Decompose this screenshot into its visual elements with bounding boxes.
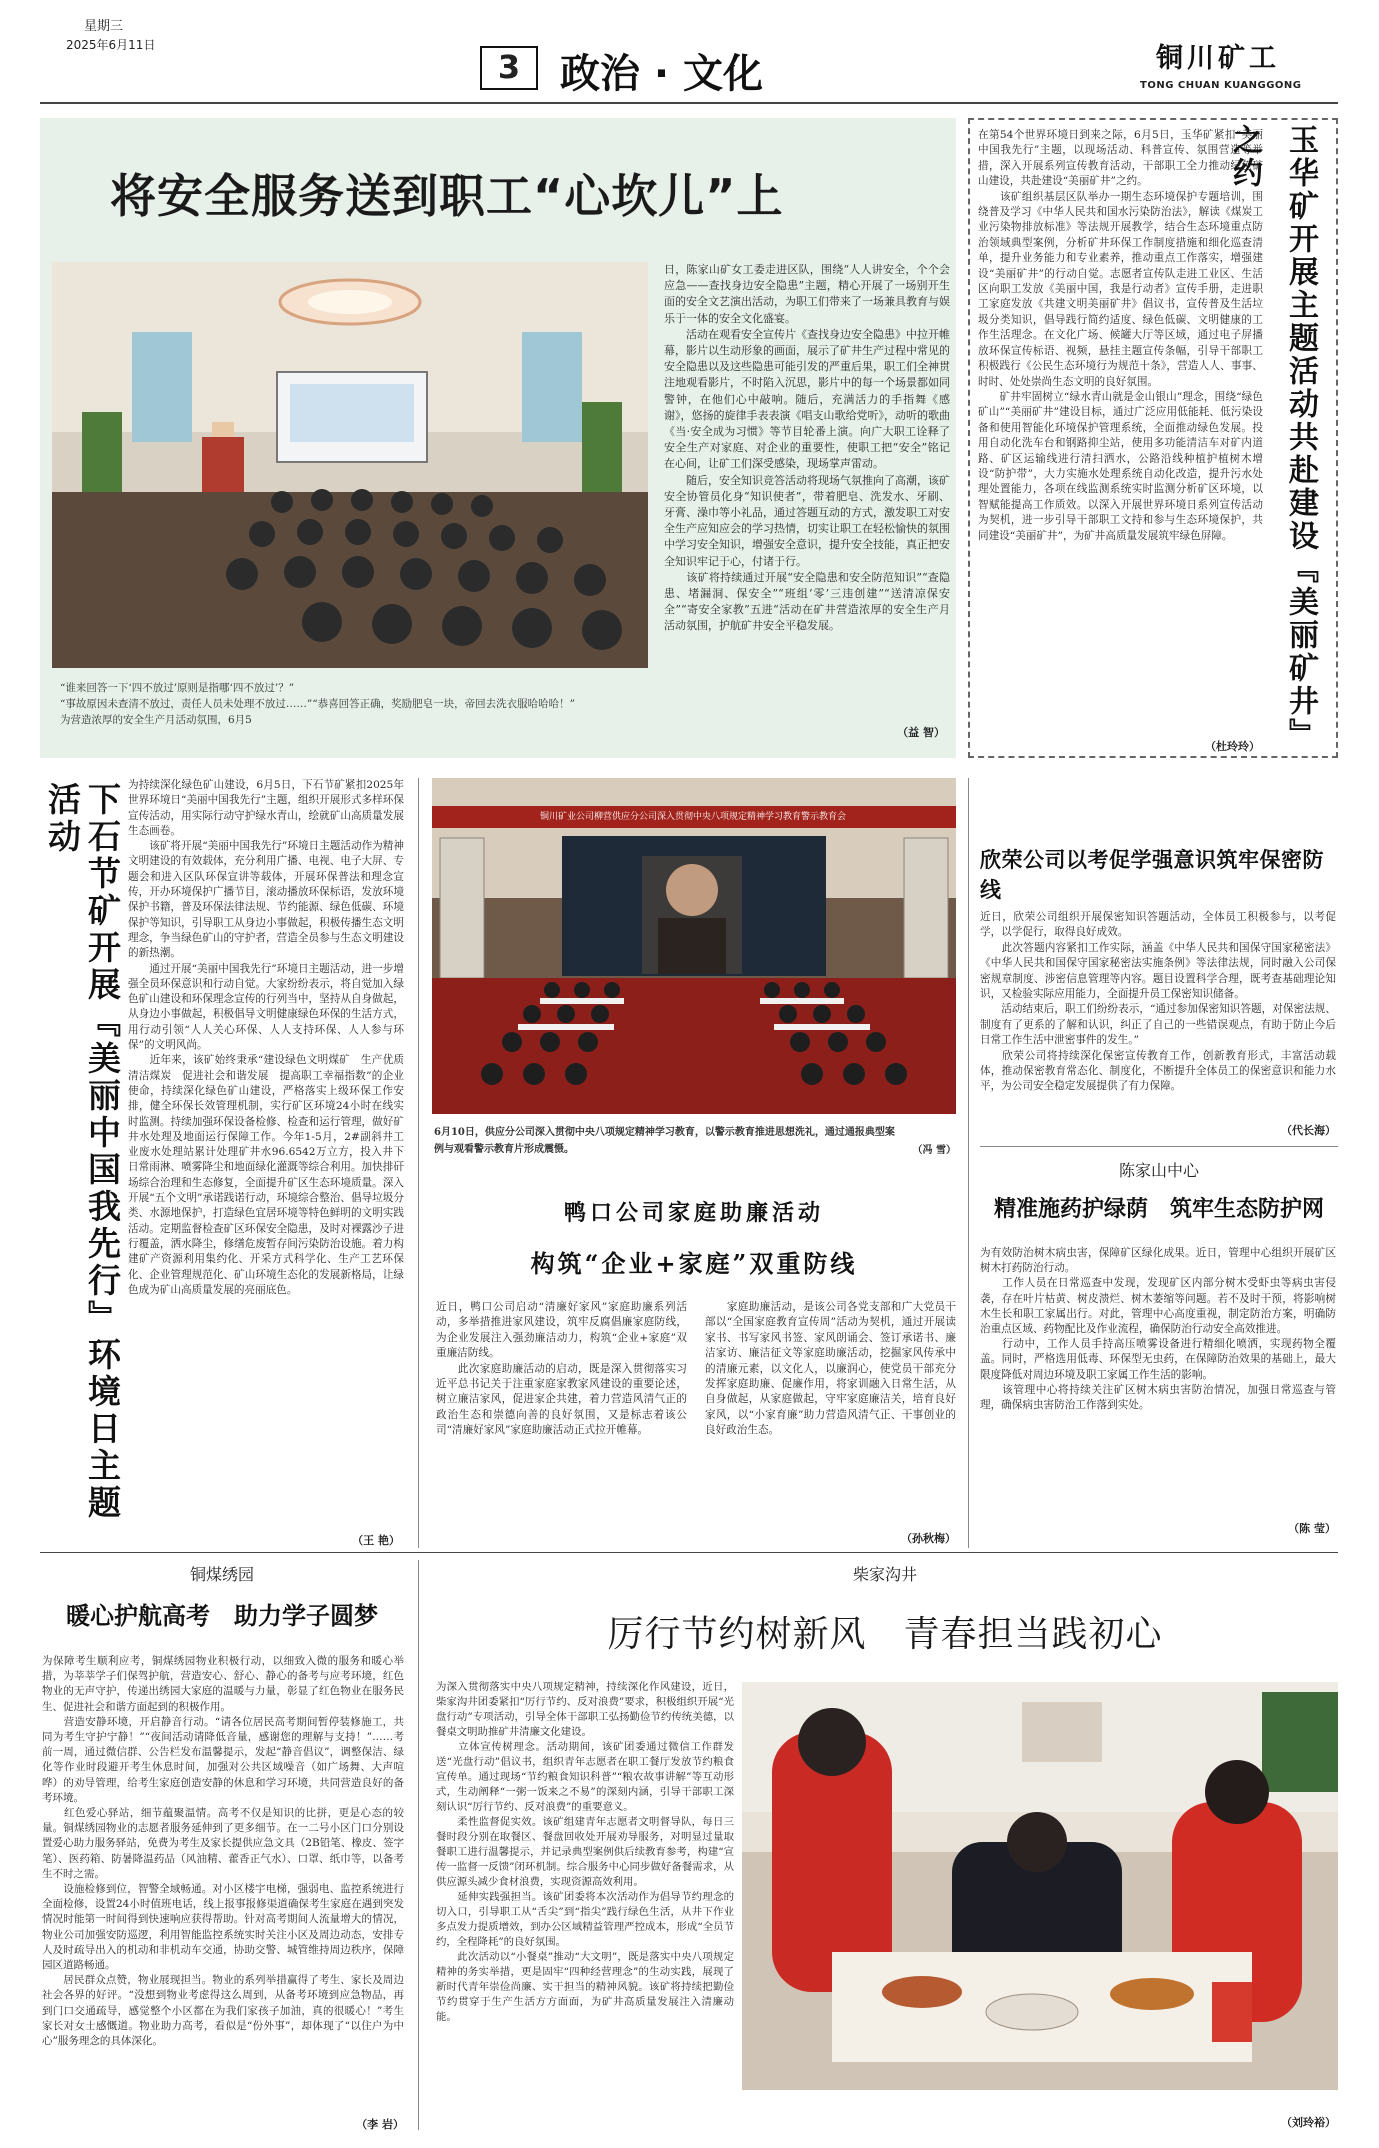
- article-tongmei-unit: 铜煤绣园: [189, 1565, 254, 1584]
- article-chaijiagou-body: 为深入贯彻落实中央八项规定精神，持续深化作风建设，近日，柴家沟井团委紧扣“厉行节约、反对浪费”要求，积极组织开展“光盘行动”专项活动，引导全体干部职工弘扬勤俭节约传统美德，以餐桌文明助推矿井清廉文化建设。 立体宣传树理念。活动期间，该矿团委通过微信工作群发送“光盘行动”倡议书，组织青年志愿者在职工餐厅发放节约粮食宣传单。通过现场“节约粮食知识科普”“粮农故事讲解”等互动形式，生动阐释“一粥一饭来之不易”的深刻内涵，引导干部职工深刻认识“厉行节约、反对浪费”的重要意义。 柔性监督促实效。该矿组建青年志愿者文明督导队，每日三餐时段分别在取餐区、餐盘回收处开展劝导服务，对明显过量取餐职工进行温馨提示，并记录典型案例供后续教育参考，构建“宣传一监督一反馈”闭环机制。综合服务中心同步做好备餐需求，从供应源头减少食材浪费，实现资源高效利用。 延伸实践强担当。该矿团委将本次活动作为倡导节约理念的切入口，引导职工从“舌尖”到“指尖”践行绿色生活，从井下作业多点发力提质增效，到办公区域精益管理严控成本，形成“全员节约，全程降耗”的良好氛围。 此次活动以“小餐桌”推动“大文明”，既是落实中央八项规定精神的务实举措，更是固牢“四种经营理念”的生动实践，展现了新时代青年崇俭尚廉、实干担当的精神风貌。该矿将持续把勤俭节约贯穿于生产生活方方面面，为矿井高质量发展注入清廉动能。: [436, 1681, 734, 2023]
- paper-pinyin: TONG CHUAN KUANGGONG: [1140, 80, 1302, 91]
- article-xiashijie-body: 为持续深化绿色矿山建设，6月5日，下石节矿紧扣2025年世界环境日“美丽中国我先行”主题，组织开展形式多样环保宣传活动，用实际行动守护绿水青山，绘就矿山高质量发展生态画卷。 该矿将开展“美丽中国我先行”环境日主题活动作为精神文明建设的有效载体，充分利用广播、电视、电子大屏、专题会和进入区队环保宣讲等载体，开展环保普法和理念宣传，开办环境保护广播节目，滚动播放环保标语，发放环境保护书籍，普及环保法律法规、节约能源、绿色低碳、环境保护等知识，引导职工从身边小事做起，积极传播生态文明理念，争当绿色矿山的守护者，营造全员参与生态文明建设的新热潮。 通过开展“美丽中国我先行”环境日主题活动，进一步增强全员环保意识和行动自觉。大家纷纷表示，将自觉加入绿色矿山建设和环保理念宣传的行列当中，坚持从自身做起，从身边小事做起，积极倡导文明健康绿色环保的生活方式，用行动引领“人人关心环保、人人支持环保、人人参与环保”的文明风尚。 近年来，该矿始终秉承“建设绿色文明煤矿 生产优质清洁煤炭 促进社会和谐发展 提高职工幸福指数”的企业使命，持续深化绿色矿山建设，严格落实上级环保工作安排，健全环保长效管理机制，实行矿区环境24小时在线实时监测。持续加强环保设备检修、检查和运行管理，做好矿井水处理及地面运行保障工作。今年1-5月，2#副斜井工业废水处理站累计处理矿井水96.6542万立方，投入井下日常雨淋、喷雾降尘和地面绿化灌溉等综合利用。加快排矸场综合治理和生态修复，全面提升矿区生态环境质量。深入开展“五个文明”承诺践诺行动，环境综合整治、倡导垃圾分类、水源地保护，打造绿色宜居环境等特色鲜明的文明实践活动。定期监督检查矿区环保安全隐患，及时对裸露沙子进行覆盖，洒水降尘，修缮危废暂存间污染防治设施。着力构建矿产资源利用集约化、开采方式科学化、生产工艺环保化、企业管理规范化、矿山环境生态化的发展新格局，让绿色成为矿山高质量发展的亮丽底色。: [128, 779, 404, 1296]
- article-safety-photo: [52, 262, 648, 668]
- section-title: 政治 · 文化: [560, 51, 764, 97]
- article-safety-author: （益 智）: [897, 726, 945, 739]
- article-chaijiagou-author: （刘玲裕）: [1281, 2116, 1336, 2129]
- article-safety-body: 日，陈家山矿女工委走进区队，围绕“人人讲安全，个个会应急——查找身边安全隐患”主题，精心开展了一场别开生面的安全文艺演出活动，为职工们带来了一场兼具教育与娱乐于一体的安全文化盛宴。 活动在观看安全宣传片《查找身边安全隐患》中拉开帷幕，影片以生动形象的画面，展示了矿井生产过程中常见的安全隐患以及这些隐患可能引发的严重后果，职工们全神贯注地观看影片，不时陷入沉思，影片中的每一个场景都如同警钟，在他们心中敲响。随后，充满活力的手指舞《感谢》，悠扬的旋律手表表演《唱支山歌给党听》，动听的歌曲《当·安全成为习惯》等节目轮番上演。向广大职工诠释了安全生产对家庭、对企业的重要性，使职工把“安全”铭记在心间，让矿工们深受感染，现场掌声雷动。 随后，安全知识竞答活动将现场气氛推向了高潮，该矿安全协管员化身“知识使者”，带着肥皂、洗发水、牙刷、牙膏、澡巾等小礼品，通过答题互动的方式，激发职工对安全生产应知应会的学习热情，切实让职工在轻松愉快的氛围中学习安全知识，增强安全意识，提升安全技能，真正把安全知识牢记于心，付诸于行。 该矿将持续通过开展“安全隐患和安全防范知识”“查隐患、堵漏洞、保安全”“班组‘零’三违创建”“送清凉保安全”“寄安全家教”五进“活动在矿井营造浓厚的安全生产月活动氛围，护航矿井安全平稳发展。: [664, 263, 950, 633]
- masthead: [0, 0, 1379, 110]
- issue-date: 2025年6月11日: [66, 38, 156, 52]
- warning-education-banner: 铜川矿业公司柳营供应分公司深入贯彻中央八项规定精神学习教育警示教育会: [539, 812, 846, 822]
- canteen-photo: [742, 1682, 1338, 2090]
- article-chaijiagou-photo: [742, 1682, 1338, 2090]
- article-xiashijie-author: （王 艳）: [352, 1534, 400, 1547]
- article-chenjiashan-unit: 陈家山中心: [1118, 1161, 1199, 1180]
- article-xinrong-headline: 欣荣公司以考促学强意识筑牢保密防线: [980, 847, 1324, 902]
- article-xinrong-body: 近日，欣荣公司组织开展保密知识答题活动，全体员工积极参与，以考促学，以学促行，取得良好成效。 此次答题内容紧扣工作实际，涵盖《中华人民共和国保守国家秘密法》《中华人民共和国保守国家秘密法实施条例》等法律法规，同时融入公司保密规章制度、涉密信息管理等内容。题目设置科学合理，既考查基础理论知识，又检验实际应用能力，全面提升员工保密知识储备。 活动结束后，职工们纷纷表示，“通过参加保密知识答题，对保密法规、制度有了更系的了解和认识，纠正了自己的一些错误观点，有助于防止今后日常工作生活中泄密事件的发生。” 欣荣公司将持续深化保密宣传教育工作，创新教育形式，丰富活动载体，推动保密教育常态化、制度化，不断提升全体员工的保密意识和能力水平，为公司安全稳定发展提供了有力保障。: [980, 911, 1336, 1093]
- page-number: 3: [497, 48, 521, 86]
- article-tongmei-body: 为保障考生顺利应考，铜煤绣园物业积极行动，以细致入微的服务和暖心举措，为莘莘学子们保驾护航，营造安心、舒心、静心的备考与应考环境，红色物业的无声守护，传递出绣园大家庭的温暖与力量，彰显了红色物业在服务民生、促进社会和谐方面起到的积极作用。 营造安静环境，开启静音行动。“请各位居民高考期间暂停装修施工，共同为考生守护宁静！”“夜间活动请降低音量，感谢您的理解与支持！”……考前一周，通过微信群、公告栏发布温馨提示，发起“静音倡议”，调整保洁、绿化等作业时段避开考生休息时间，加强对公共区域噪音（如广场舞、大声喧哗）的劝导管理，给考生家庭创造安静的休息和学习环境，共同营造良好的备考环境。 红色爱心驿站，细节蕴聚温情。高考不仅是知识的比拼，更是心态的较量。铜煤绣园物业的志愿者服务延伸到了更多细节。在一二号小区门口分别设置爱心助力服务驿站，免费为考生及家长提供应急文具（2B铅笔、橡皮、签字笔）、医药箱、防暑降温药品（风油精、藿香正气水）、口罩、纸巾等，以备考生不时之需。 设施检修到位，智警全域畅通。对小区楼宇电梯，强弱电、监控系统进行全面检修，设置24小时值班电话，线上报事报修渠道确保考生家庭在遇到突发情况时能第一时间得到快速响应获得帮助。针对高考期间人流量增大的情况，物业公司加强安防巡逻，利用智能监控系统实时关注小区及周边动态，安排专人及时疏导出入的机动和非机动车交通，协助交警、城管维持周边秩序，保障园区道路畅通。 居民群众点赞，物业展现担当。物业的系列举措赢得了考生、家长及周边社会各界的好评。“没想到物业考虑得这么周到，从备考环境到应急物品，再到门口交通疏导，感觉整个小区都在为我们家孩子加油，真的很暖心！”考生家长对女士感慨道。物业助力高考，看似是“份外事”，却体现了“以住户为中心”服务理念的具体深化。: [42, 1655, 404, 2048]
- article-yakou-body: 近日，鸭口公司启动“清廉好家风”家庭助廉系列活动，多举措推进家风建设，筑牢反腐倡廉家庭防线，为企业发展注入强劲廉洁动力，构筑“企业+家庭”双重廉洁防线。 此次家庭助廉活动的启动，既是深入贯彻落实习近平总书记关于注重家庭家教家风建设的重要论述，树立廉洁家风，促进家企共建，着力营造风清气正的政治生态和崇德向善的良好氛围，又是标志着该公司“清廉好家风”家庭助廉活动正式拉开帷幕。 家庭助廉活动，是该公司各党支部和广大党员干部以“全国家庭教育宣传周”活动为契机，通过开展读家书、书写家风书签、家风朗诵会、签订承诺书、廉洁家访、廉洁征文等家庭助廉活动，挖掘家风传承中的清廉元素，以文化人，以廉润心，使党员干部充分发挥家庭助廉、促廉作用，将家训融入日常生活，从自身做起，从家庭做起，守牢家庭廉洁关，培育良好家风，以“小家育廉”助力营造风清气正、干事创业的良好政治生态。: [436, 1301, 956, 1437]
- warning-education-photo: [432, 778, 956, 1114]
- warning-education-author: （冯 雪）: [912, 1145, 956, 1156]
- warning-education-caption: 6月10日，供应分公司深入贯彻中央八项规定精神学习教育，以警示教育推进思想洗礼，通过通报典型案例与观看警示教育片形成震慑。: [434, 1127, 895, 1155]
- masthead-rule: [40, 102, 1338, 104]
- article-tongmei-headline: 暖心护航高考 助力学子圆梦: [66, 1602, 378, 1630]
- article-xiashijie-headline: 下石节矿开展『美丽中国我先行』环境日主题活动: [43, 782, 122, 1522]
- article-yakou-headline-1: 鸭口公司家庭助廉活动: [563, 1200, 824, 1226]
- divider-h-main: [40, 1552, 1338, 1553]
- article-tongmei-author: （李 岩）: [356, 2118, 404, 2131]
- article-chenjiashan-headline: 精准施药护绿荫 筑牢生态防护网: [993, 1197, 1324, 1222]
- divider-v-left: [418, 778, 419, 1548]
- paper-name: 铜川矿工: [1156, 43, 1280, 74]
- article-yuhua-body: 在第54个世界环境日到来之际，6月5日，玉华矿紧扣“美丽中国我先行”主题，以现场活动、科普宣传、氛围营造等举措，深入开展系列宣传教育活动，干部职工全力推动绿色矿山建设，共赴建设“美丽矿井”之约。 该矿组织基层区队举办一期生态环境保护专题培训，围绕普及学习《中华人民共和国水污染防治法》，解读《煤炭工业污染物排放标准》等法规开展教学，结合生态环境重点防治领域典型案例，分析矿井环保工作制度措施和细化巡查清单，提升业务能力和专业素养，推动重点工作落实，增强建设“美丽矿井”的行动自觉。志愿者宣传队走进工业区、生活区向职工发放《美丽中国，我是行动者》宣传手册，走进职工家庭发放《共建文明美丽矿井》倡议书，宣传普及生活垃圾分类知识，倡导践行简约适度、绿色低碳、文明健康的工作生活理念。在文化广场、候罐大厅等区域，通过电子屏播放环保宣传标语、视频，悬挂主题宣传条幅，引导干部职工积极践行《公民生态环境行为规范十条》，营造人人、事事、时时、处处崇尚生态文明的良好氛围。 矿井牢固树立“绿水青山就是金山银山”理念，围绕“绿色矿山”“美丽矿井”建设目标，通过广泛应用低能耗、低污染设备和使用智能化环境保护管理系统，全面推动绿色发展。投用自动化洗车台和钢路抑尘站，使用多功能清洁车对矿内道路、矿区运输线进行清扫洒水，公路沿线种植护植树木增设“防护带”，大力实施水处理系统自动化改造，提升污水处理处置能力，各项在线监测系统实时监测分析矿区环境，以智赋能提高工作质效。以深入开展世界环境日系列宣传活动为契机，进一步引导干部职工文持和参与生态环境保护，共同建设“美丽矿井”，为矿井高质量发展筑牢绿色屏障。: [978, 129, 1263, 542]
- article-chenjiashan-author: （陈 莹）: [1288, 1522, 1336, 1535]
- divider-h-right: [980, 1146, 1338, 1147]
- article-yuhua-author: （杜玲玲）: [1205, 740, 1260, 753]
- article-chenjiashan-body: 为有效防治树木病虫害，保障矿区绿化成果。近日，管理中心组织开展矿区树木打药防治行动。 工作人员在日常巡查中发现，发现矿区内部分树木受虾虫等病虫害侵袭，存在叶片枯黄、树皮溃烂、树木萎缩等问题。若不及时干预，将影响树木生长和职工家属出行。对此，管理中心高度重视，制定防治方案，明确防治重点区域、药物配比及作业流程，确保防治行动安全高效推进。 行动中，工作人员手持高压喷雾设备进行精细化喷洒，实现药物全覆盖。同时，严格选用低毒、环保型无虫药，在保障防治效果的基础上，最大限度降低对周边环境及职工家属工作生活的影响。 该管理中心将持续关注矿区树木病虫害防治情况，加强日常巡查与管理，确保病虫害防治工作落到实处。: [980, 1247, 1336, 1412]
- article-chaijiagou-unit: 柴家沟井: [852, 1565, 917, 1584]
- article-chaijiagou-headline: 厉行节约树新风 青春担当践初心: [607, 1614, 1163, 1655]
- article-safety-caption: “谁来回答一下‘四不放过’原则是指哪‘四不放过’？” “事故原因未查清不放过，责任人员未处理不放过……”“恭喜回答正确，奖励肥皂一块，帝回去洗衣服哈哈哈！” 为营造浓厚的安全生产月活动氛围，6月5: [60, 682, 575, 726]
- issue-weekday: 星期三: [84, 19, 124, 34]
- divider-v-bottom: [418, 1560, 419, 2130]
- article-xinrong-author: （代长海）: [1281, 1124, 1336, 1137]
- article-yakou-headline-2: 构筑“企业+家庭”双重防线: [530, 1249, 858, 1278]
- article-yuhua-headline: 玉华矿开展主题活动共赴建设『美丽矿井』之约: [1227, 124, 1318, 751]
- article-safety-headline: 将安全服务送到职工“心坎儿”上: [110, 169, 784, 223]
- article-chaijiagou-caption: [742, 2114, 942, 2134]
- auditorium-photo: [432, 778, 956, 1114]
- divider-v-right: [968, 778, 969, 1548]
- article-yakou-author: （孙秋梅）: [901, 1532, 956, 1545]
- meeting-room-photo: [52, 262, 648, 668]
